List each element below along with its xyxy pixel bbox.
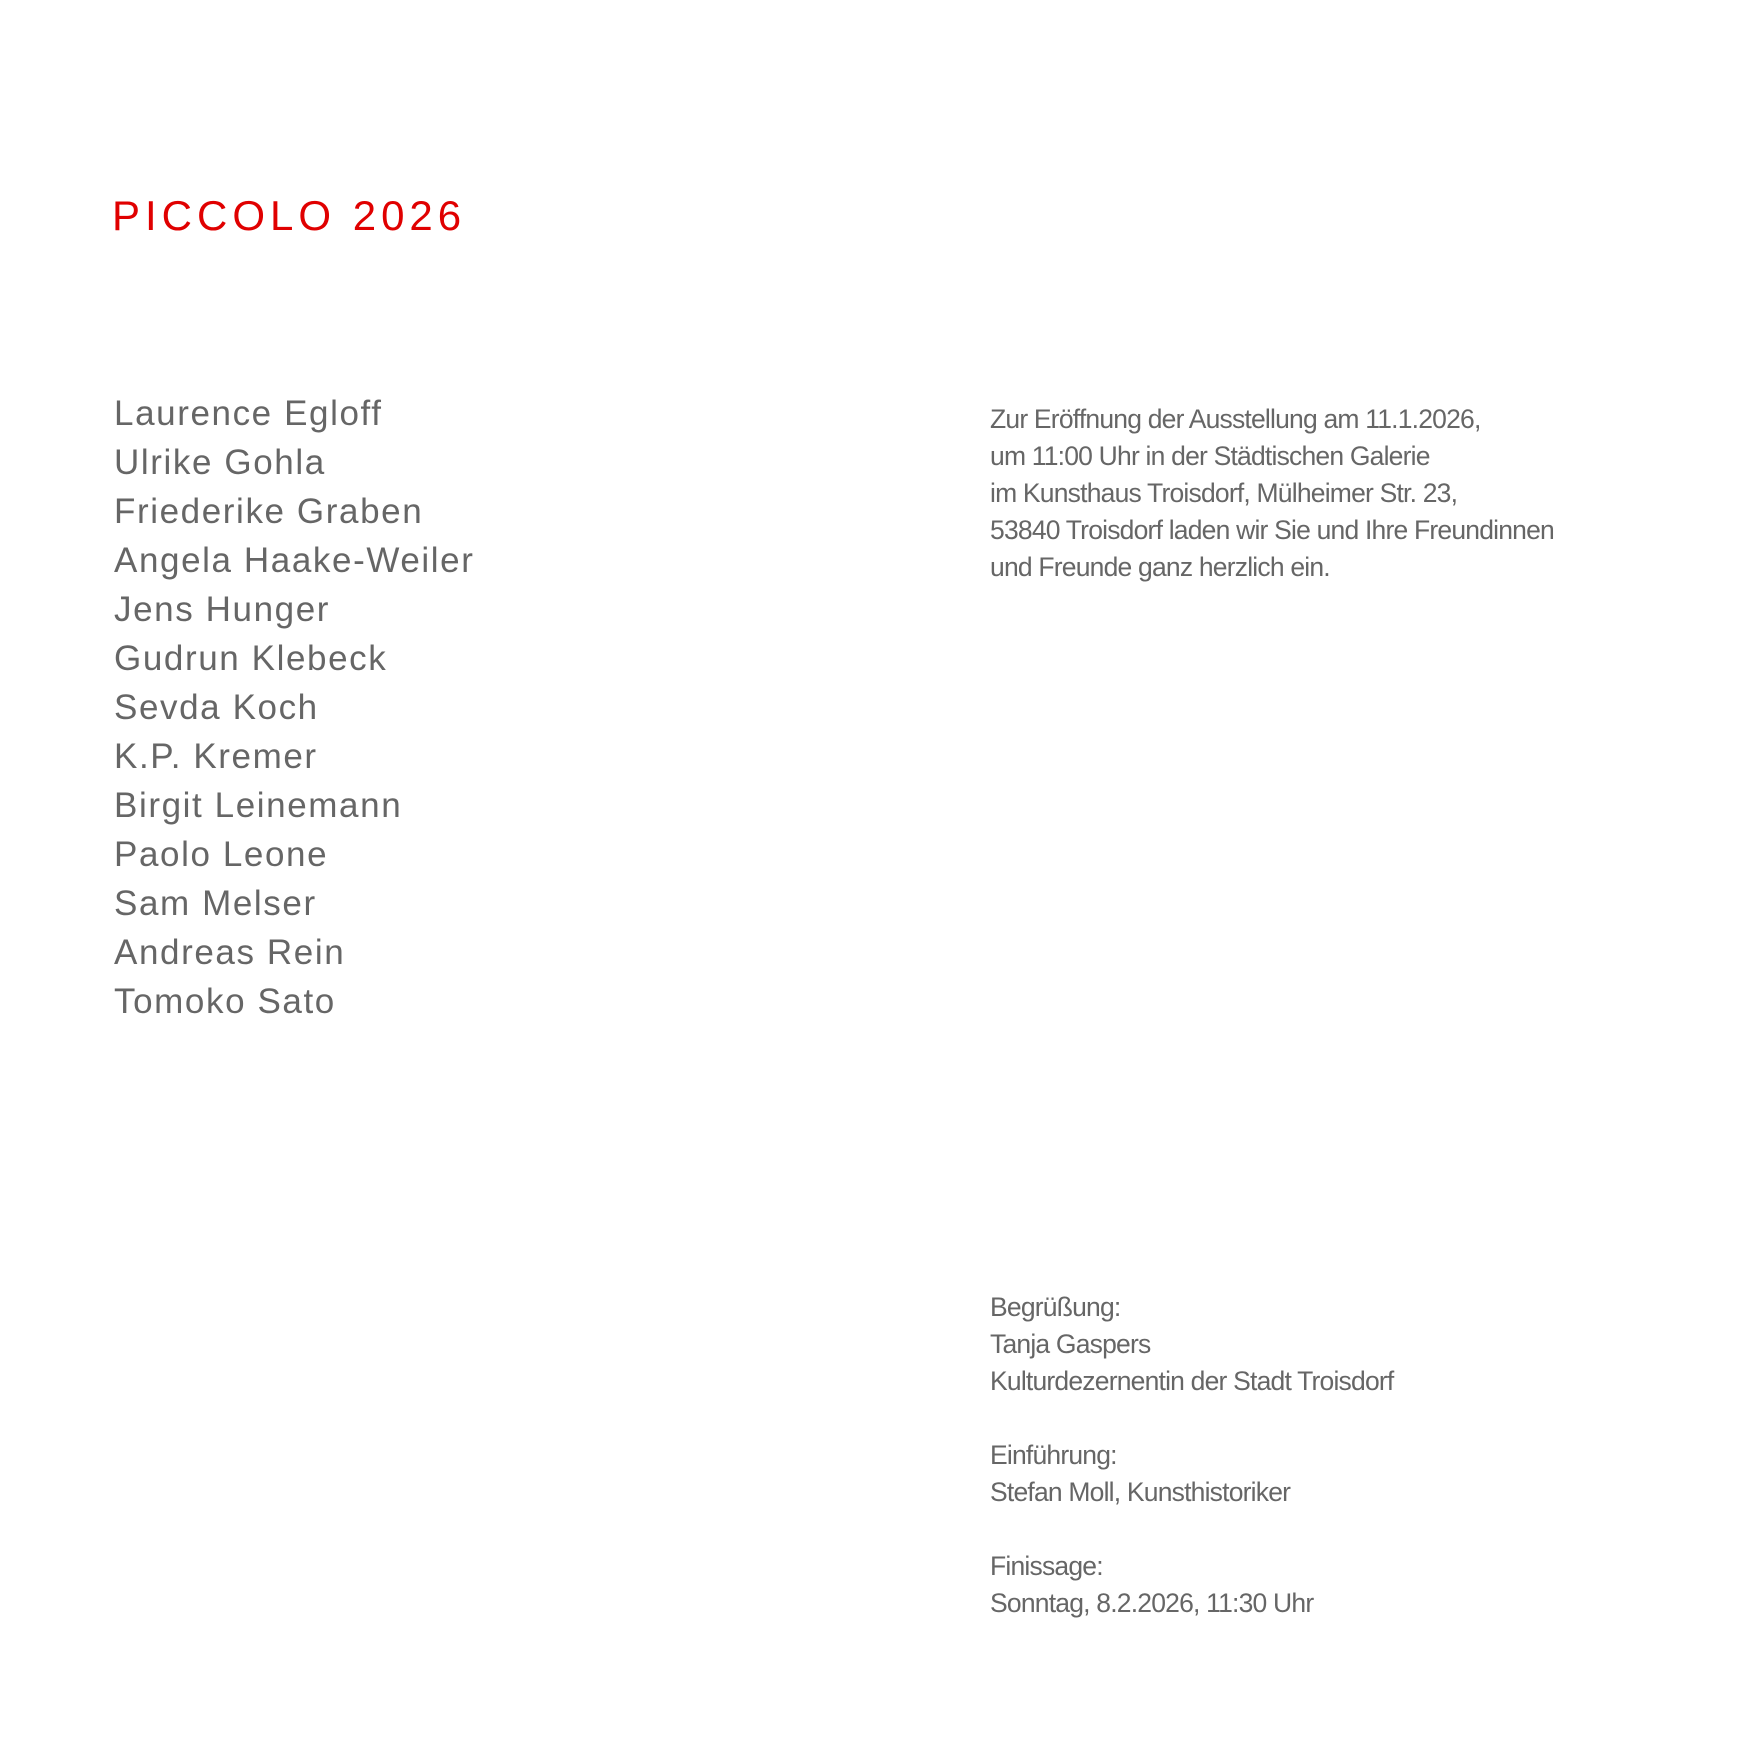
finissage-date: Sonntag, 8.2.2026, 11:30 Uhr <box>990 1588 1314 1618</box>
artist-name: Tomoko Sato <box>114 982 336 1021</box>
artist-name: Angela Haake-Weiler <box>114 541 475 580</box>
introduction-speaker: Stefan Moll, Kunsthistoriker <box>990 1477 1291 1507</box>
welcome-block <box>990 1289 1650 1400</box>
artist-name: Laurence Egloff <box>114 394 383 433</box>
welcome-speaker: Tanja Gaspers <box>990 1329 1151 1359</box>
invitation-line: Zur Eröffnung der Ausstellung am 11.1.2026, <box>990 404 1481 434</box>
artist-name: Gudrun Klebeck <box>114 639 388 678</box>
artist-name: Ulrike Gohla <box>114 443 326 482</box>
welcome-speaker-role: Kulturdezernentin der Stadt Troisdorf <box>990 1366 1394 1396</box>
invitation-line: um 11:00 Uhr in der Städtischen Galerie <box>990 441 1430 471</box>
artist-name: Andreas Rein <box>114 933 346 972</box>
invitation-text <box>990 401 1650 586</box>
artist-name: Paolo Leone <box>114 835 329 874</box>
artist-name: K.P. Kremer <box>114 737 318 776</box>
artist-name: Sevda Koch <box>114 688 319 727</box>
finissage-label: Finissage: <box>990 1551 1103 1581</box>
artist-name: Sam Melser <box>114 884 317 923</box>
program-details <box>990 1289 1650 1659</box>
invitation-line: im Kunsthaus Troisdorf, Mülheimer Str. 23, <box>990 478 1458 508</box>
introduction-block <box>990 1437 1650 1511</box>
exhibition-title: PICCOLO 2026 <box>112 192 467 239</box>
welcome-label: Begrüßung: <box>990 1292 1121 1322</box>
finissage-block <box>990 1548 1650 1622</box>
artist-name: Friederike Graben <box>114 492 424 531</box>
introduction-label: Einführung: <box>990 1440 1117 1470</box>
artist-name: Birgit Leinemann <box>114 786 403 825</box>
invitation-line: und Freunde ganz herzlich ein. <box>990 552 1330 582</box>
artist-list <box>114 389 474 1026</box>
invitation-line: 53840 Troisdorf laden wir Sie und Ihre Freundinnen <box>990 515 1554 545</box>
artist-name: Jens Hunger <box>114 590 331 629</box>
